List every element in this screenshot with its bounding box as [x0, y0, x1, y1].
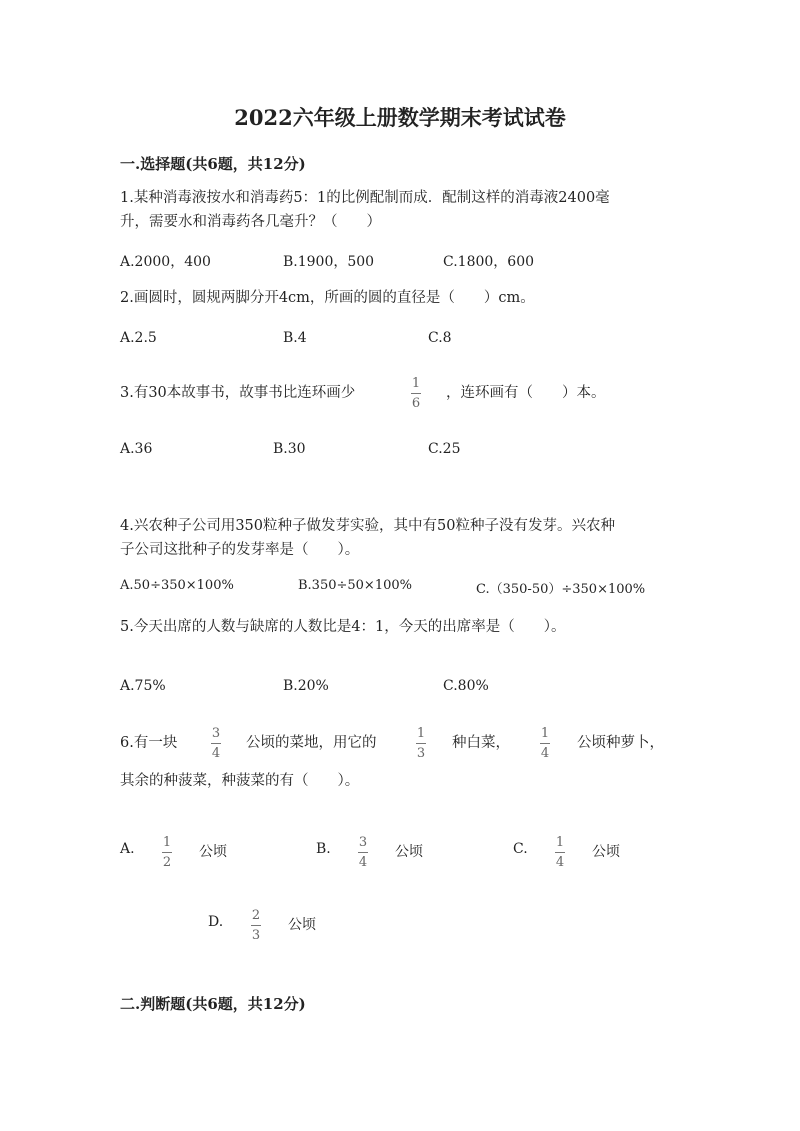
fraction-bar — [251, 925, 261, 926]
question-6-part-2: 公顷的菜地，用它的 — [246, 735, 377, 751]
question-6-option-c-label: C. — [513, 841, 528, 857]
question-3-option-b: B.30 — [273, 441, 306, 457]
question-6-option-c-unit: 公顷 — [592, 844, 620, 860]
question-1-option-a: A.2000，400 — [120, 254, 211, 270]
question-6-part-3: 种白菜， — [452, 735, 510, 751]
question-1-line-1: 1.某种消毒液按水和消毒药5：1的比例配制而成．配制这样的消毒液2400毫 — [120, 190, 610, 206]
question-6-option-a-unit: 公顷 — [199, 844, 227, 860]
fraction-numerator: 3 — [211, 726, 221, 741]
fraction-denominator: 4 — [540, 746, 550, 761]
fraction-denominator: 2 — [162, 855, 172, 870]
question-6-option-d-label: D. — [208, 914, 224, 930]
question-6-fraction-3 — [540, 726, 550, 761]
question-5-option-c: C.80% — [443, 678, 489, 694]
fraction-denominator: 4 — [358, 855, 368, 870]
question-1-option-b: B.1900，500 — [283, 254, 375, 270]
question-4-option-a: A.50÷350×100% — [120, 578, 234, 593]
question-3-text-after: ，连环画有（ ）本。 — [446, 385, 606, 401]
question-6-fraction-2 — [416, 726, 426, 761]
question-5-text: 5.今天出席的人数与缺席的人数比是4：1，今天的出席率是（ ）。 — [120, 619, 566, 635]
fraction-bar — [411, 393, 421, 394]
question-6-part-4: 公顷种萝卜， — [577, 735, 664, 751]
fraction-denominator: 4 — [555, 855, 565, 870]
fraction-numerator: 1 — [416, 726, 426, 741]
question-3-fraction — [411, 376, 421, 411]
question-1-option-c: C.1800，600 — [443, 254, 535, 270]
question-3-option-a: A.36 — [120, 441, 153, 457]
fraction-numerator: 1 — [162, 835, 172, 850]
fraction-bar — [416, 743, 426, 744]
question-5-option-b: B.20% — [283, 678, 329, 694]
question-6-option-a-fraction — [162, 835, 172, 870]
question-4-line-2: 子公司这批种子的发芽率是（ ）。 — [120, 542, 360, 558]
fraction-denominator: 3 — [251, 928, 261, 943]
question-6-option-b-unit: 公顷 — [395, 844, 423, 860]
question-6-option-d-fraction — [251, 908, 261, 943]
question-6-option-c-fraction — [555, 835, 565, 870]
question-6-option-a-label: A. — [120, 841, 135, 857]
question-2-option-c: C.8 — [428, 330, 452, 346]
fraction-denominator: 4 — [211, 746, 221, 761]
question-6-option-d-unit: 公顷 — [288, 917, 316, 933]
question-4-option-c: C.（350-50）÷350×100% — [476, 582, 646, 597]
fraction-denominator: 3 — [416, 746, 426, 761]
fraction-denominator: 6 — [411, 396, 421, 411]
question-6-option-b-fraction — [358, 835, 368, 870]
fraction-bar — [555, 852, 565, 853]
fraction-bar — [211, 743, 221, 744]
question-1-line-2: 升，需要水和消毒药各几毫升？（ ） — [120, 214, 381, 230]
section-heading-choice: 一.选择题(共6题，共12分) — [120, 155, 306, 173]
question-2-text: 2.画圆时，圆规两脚分开4cm，所画的圆的直径是（ ）cm。 — [120, 290, 535, 306]
question-4-line-1: 4.兴农种子公司用350粒种子做发芽实验，其中有50粒种子没有发芽。兴农种 — [120, 518, 615, 534]
section-heading-judgment: 二.判断题(共6题，共12分) — [120, 995, 306, 1013]
question-6-option-b-label: B. — [316, 841, 331, 857]
fraction-bar — [162, 852, 172, 853]
fraction-bar — [540, 743, 550, 744]
question-3-option-c: C.25 — [428, 441, 461, 457]
question-5-option-a: A.75% — [120, 678, 166, 694]
fraction-numerator: 1 — [411, 376, 421, 391]
fraction-bar — [358, 852, 368, 853]
question-3-text-before: 3.有30本故事书，故事书比连环画少 — [120, 385, 356, 401]
question-4-option-b: B.350÷50×100% — [298, 578, 412, 593]
question-6-line-2: 其余的种菠菜，种菠菜的有（ ）。 — [120, 773, 360, 789]
fraction-numerator: 2 — [251, 908, 261, 923]
fraction-numerator: 1 — [555, 835, 565, 850]
fraction-numerator: 1 — [540, 726, 550, 741]
question-2-option-b: B.4 — [283, 330, 307, 346]
question-6-fraction-1 — [211, 726, 221, 761]
question-2-option-a: A.2.5 — [120, 330, 157, 346]
page-title: 2022六年级上册数学期末考试试卷 — [234, 105, 566, 130]
fraction-numerator: 3 — [358, 835, 368, 850]
question-6-part-1: 6.有一块 — [120, 735, 178, 751]
